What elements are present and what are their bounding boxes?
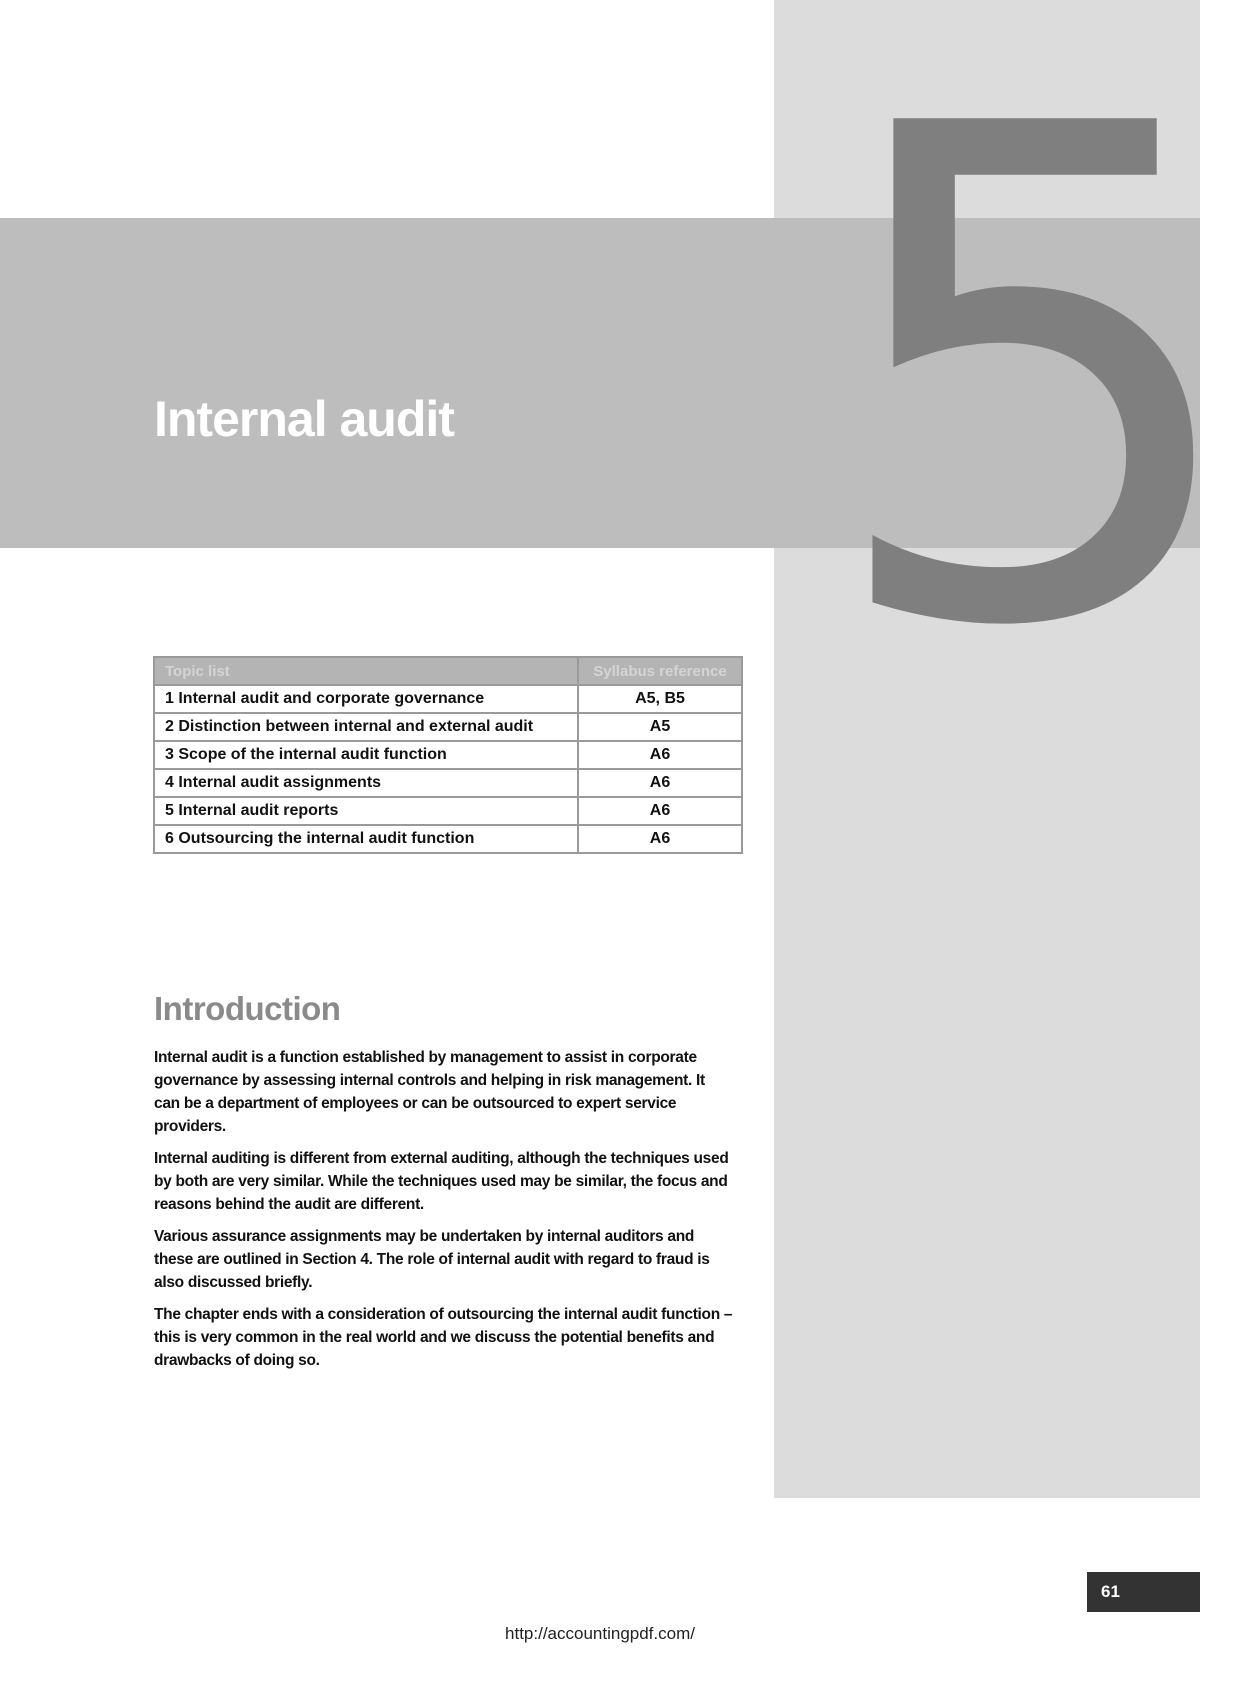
chapter-number: 5 [820,0,1253,775]
topic-cell: 5 Internal audit reports [154,797,578,825]
table-row [154,685,742,713]
reference-cell: A5 [578,713,742,741]
topic-cell: 1 Internal audit and corporate governance [154,685,578,713]
table-row [154,797,742,825]
topic-list-header: Topic list [154,657,578,685]
table-row [154,713,742,741]
topic-cell: 3 Scope of the internal audit function [154,741,578,769]
table-row [154,769,742,797]
topic-cell: 6 Outsourcing the internal audit function [154,825,578,853]
reference-cell: A6 [578,825,742,853]
chapter-title: Internal audit [154,391,454,447]
topic-cell: 4 Internal audit assignments [154,769,578,797]
page-number: 61 [1087,1572,1200,1612]
paragraph: The chapter ends with a consideration of outsourcing the internal audit function – this is very common in the real world and we discuss the potential benefits and drawbacks of doing so. [154,1306,733,1369]
reference-cell: A6 [578,797,742,825]
table-row [154,741,742,769]
topic-table-header-row [154,657,742,685]
paragraph: Internal audit is a function established by management to assist in corporate governance by assessing internal controls and helping in risk management. It can be a department of employees or can be outsourced to expert service providers. [154,1049,705,1135]
footer-url: http://accountingpdf.com/ [505,1624,695,1643]
syllabus-reference-header: Syllabus reference [578,657,742,685]
table-row [154,825,742,853]
introduction-heading: Introduction [154,990,341,1027]
paragraph: Various assurance assignments may be undertaken by internal auditors and these are outlined in Section 4. The role of internal audit with regard to fraud is also discussed briefly. [154,1228,710,1291]
topic-table [153,656,743,854]
reference-cell: A6 [578,769,742,797]
paragraph: Internal auditing is different from external auditing, although the techniques used by both are very similar. While the techniques used may be similar, the focus and reasons behind the audit are different. [154,1150,729,1213]
topic-cell: 2 Distinction between internal and external audit [154,713,578,741]
introduction-body [154,1046,734,1381]
reference-cell: A5, B5 [578,685,742,713]
reference-cell: A6 [578,741,742,769]
